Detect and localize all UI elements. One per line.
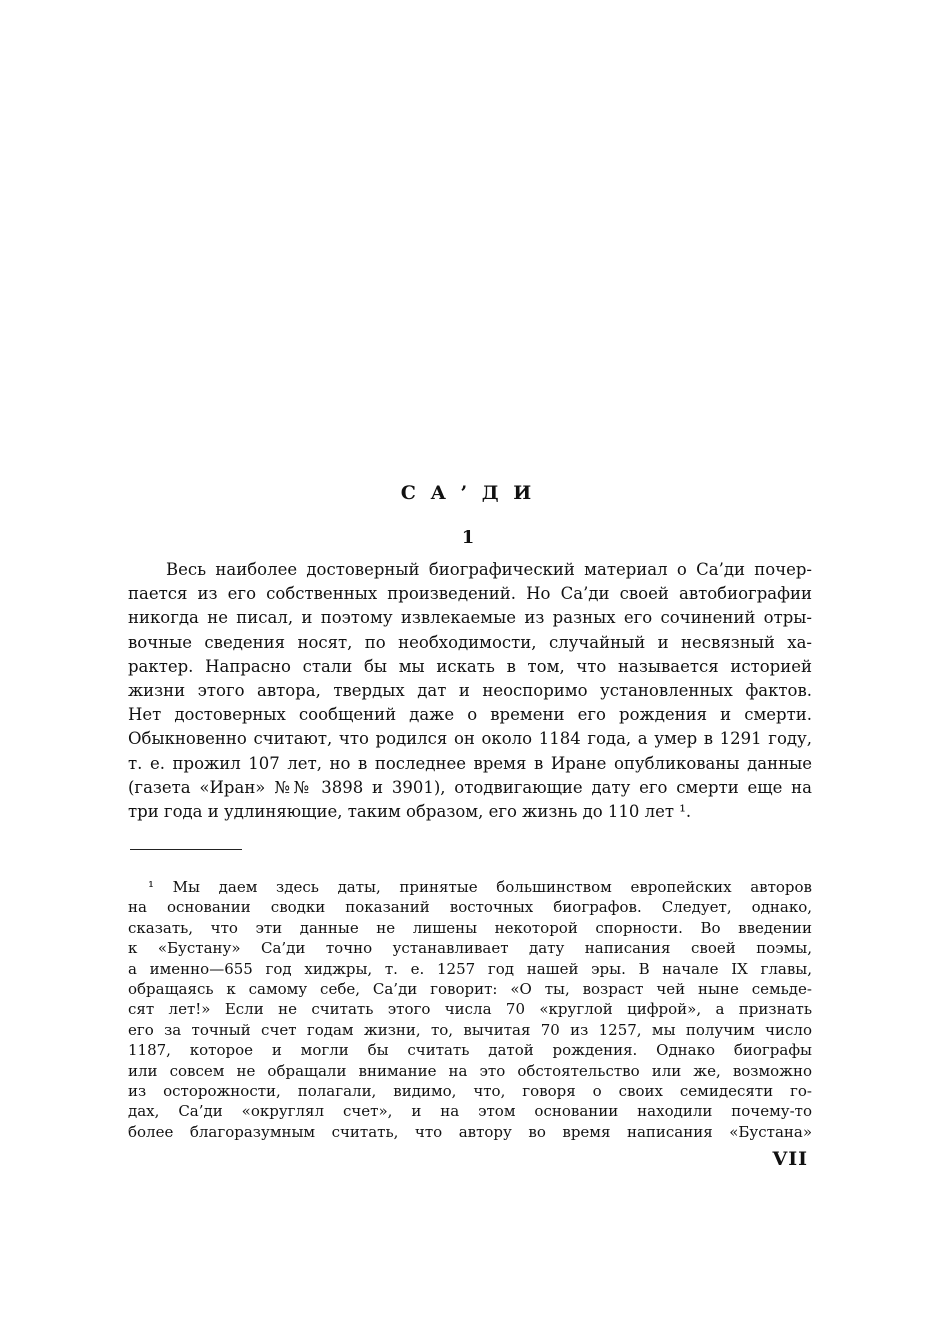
footnote-line: обращаясь к самому себе, Са’ди говорит: «О ты, возраст чей ныне семьде- (128, 979, 812, 998)
footnote-line: 1187, которое и могли бы считать датой рождения. Однако биографы (128, 1041, 812, 1060)
text-line: вочные сведения носят, по необходимости, случайный и несвязный ха- (128, 632, 812, 652)
footnote-line: из осторожности, полагали, видимо, что, говоря о своих семидесяти го- (128, 1081, 812, 1100)
section-number: 1 (461, 527, 475, 548)
text-line: рактер. Напрасно стали бы мы искать в том, что называется историей (128, 656, 812, 676)
text-line: никогда не писал, и поэтому извлекаемые из разных его сочинений отры- (128, 608, 812, 628)
page-number: VII (772, 1148, 808, 1170)
footnote (128, 877, 812, 1142)
footnote-line: более благоразумным считать, что автору во время написания «Бустана» (128, 1122, 812, 1141)
text-line: т. е. прожил 107 лет, но в последнее время в Иране опубликованы данные (128, 753, 812, 773)
footnote-line: на основании сводки показаний восточных биографов. Следует, однако, (128, 898, 812, 917)
main-text (128, 558, 812, 824)
text-line: Нет достоверных сообщений даже о времени его рождения и смерти. (128, 705, 812, 725)
text-line: пается из его собственных произведений. Но Са’ди своей автобиографии (128, 584, 812, 604)
footnote-line: дах, Са’ди «округлял счет», и на этом основании находили почему-то (128, 1102, 812, 1121)
text-line: три года и удлиняющие, таким образом, его жизнь до 110 лет ¹. (128, 801, 692, 821)
text-line: (газета «Иран» №№ 3898 и 3901), отодвигающие дату его смерти еще на (128, 777, 812, 797)
text-line: Обыкновенно считают, что родился он около 1184 года, а умер в 1291 году, (128, 729, 812, 749)
text-line: Весь наиболее достоверный биографический материал о Са’ди почер- (166, 560, 812, 579)
chapter-title: С А ’ Д И (400, 482, 536, 504)
text-line: жизни этого автора, твердых дат и неоспоримо установленных фактов. (128, 680, 812, 700)
footnote-line: или совсем не обращали внимание на это обстоятельство или же, возможно (128, 1061, 812, 1080)
footnote-line: а именно—655 год хиджры, т. е. 1257 год нашей эры. В начале IX главы, (128, 959, 812, 978)
footnote-divider (130, 849, 242, 850)
footnote-line: сят лет!» Если не считать этого числа 70 «круглой цифрой», а признать (128, 1000, 812, 1019)
footnote-line: сказать, что эти данные не лишены некоторой спорности. Во введении (128, 918, 812, 937)
footnote-line: к «Бустану» Са’ди точно устанавливает дату написания своей поэмы, (128, 939, 812, 958)
footnote-line: его за точный счет годам жизни, то, вычитая 70 из 1257, мы получим число (128, 1020, 812, 1039)
footnote-line: ¹ Мы даем здесь даты, принятые большинством европейских авторов (148, 878, 812, 896)
